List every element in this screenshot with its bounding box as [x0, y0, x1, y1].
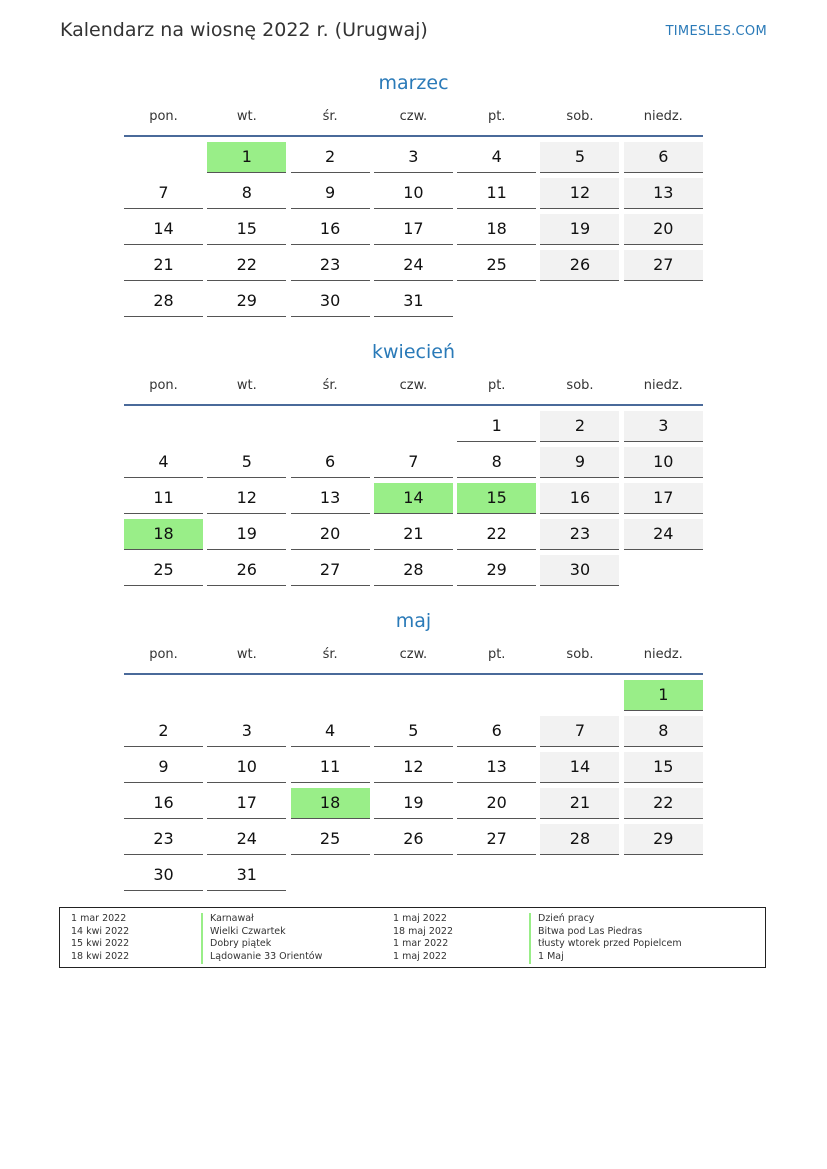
day-cell [124, 788, 203, 824]
day-number: 15 [207, 214, 286, 245]
weekday-label: śr. [322, 109, 338, 124]
day-cell [374, 824, 453, 860]
month-calendar [124, 339, 703, 591]
day-cell [374, 250, 453, 286]
day-cell [207, 519, 286, 555]
day-cell [457, 555, 536, 591]
day-cell [207, 178, 286, 214]
weekday-label: wt. [236, 647, 257, 662]
day-cell [124, 178, 203, 214]
day-number: 18 [457, 214, 536, 245]
weekday-label: czw. [399, 109, 428, 124]
day-cell [291, 824, 370, 860]
day-cell [207, 483, 286, 519]
day-number: 16 [540, 483, 619, 514]
day-number: 18 [291, 788, 370, 819]
holiday-date: 1 mar 2022 [393, 938, 449, 950]
day-cell [374, 519, 453, 555]
holiday-day-cell [624, 680, 703, 716]
day-cell [291, 716, 370, 752]
day-number: 8 [624, 716, 703, 747]
month-name: kwiecień [372, 341, 455, 363]
day-number: 10 [207, 752, 286, 783]
weekday-label: niedz. [643, 109, 683, 124]
day-number: 25 [291, 824, 370, 855]
day-cell [207, 286, 286, 322]
day-number: 4 [457, 142, 536, 173]
day-cell [124, 286, 203, 322]
weekday-label: śr. [322, 378, 338, 393]
day-number: 16 [124, 788, 203, 819]
day-cell [374, 555, 453, 591]
day-number: 26 [540, 250, 619, 281]
day-number: 3 [207, 716, 286, 747]
day-cell [624, 447, 703, 483]
day-cell [540, 788, 619, 824]
day-cell [540, 142, 619, 178]
empty-cell [457, 680, 536, 716]
day-number: 12 [540, 178, 619, 209]
day-cell [540, 716, 619, 752]
holiday-day-cell [207, 142, 286, 178]
day-number: 7 [124, 178, 203, 209]
day-number: 20 [291, 519, 370, 550]
day-number: 29 [624, 824, 703, 855]
day-number: 25 [457, 250, 536, 281]
day-number: 23 [124, 824, 203, 855]
empty-cell [124, 411, 203, 447]
day-cell [207, 824, 286, 860]
day-number: 6 [624, 142, 703, 173]
month-calendar [124, 70, 703, 322]
empty-cell [291, 411, 370, 447]
day-grid [124, 680, 703, 896]
day-number: 2 [540, 411, 619, 442]
day-cell [624, 411, 703, 447]
empty-cell [374, 680, 453, 716]
day-cell [207, 752, 286, 788]
day-cell [624, 142, 703, 178]
legend-row [60, 926, 765, 939]
day-cell [291, 483, 370, 519]
day-number: 17 [374, 214, 453, 245]
day-number: 10 [374, 178, 453, 209]
day-cell [291, 250, 370, 286]
header-divider [124, 673, 703, 675]
empty-cell [124, 680, 203, 716]
day-number: 24 [207, 824, 286, 855]
header-divider [124, 404, 703, 406]
day-cell [207, 250, 286, 286]
weekday-label: wt. [236, 378, 257, 393]
day-number: 29 [207, 286, 286, 317]
day-cell [457, 824, 536, 860]
weekday-label: pon. [149, 109, 178, 124]
day-number: 6 [291, 447, 370, 478]
day-cell [457, 752, 536, 788]
day-number: 28 [124, 286, 203, 317]
weekday-header [124, 108, 703, 126]
day-cell [624, 752, 703, 788]
holiday-date: 1 maj 2022 [393, 913, 447, 924]
day-cell [540, 411, 619, 447]
day-cell [624, 716, 703, 752]
day-cell [457, 178, 536, 214]
holiday-day-cell [374, 483, 453, 519]
day-cell [457, 214, 536, 250]
weekday-label: pt. [487, 109, 506, 124]
day-cell [374, 788, 453, 824]
month-name: maj [395, 610, 432, 632]
weekday-label: czw. [399, 378, 428, 393]
day-number: 5 [374, 716, 453, 747]
day-cell [207, 214, 286, 250]
day-cell [124, 716, 203, 752]
day-number: 23 [540, 519, 619, 550]
day-number: 15 [457, 483, 536, 514]
day-number: 22 [207, 250, 286, 281]
day-cell [624, 483, 703, 519]
day-number: 17 [207, 788, 286, 819]
day-cell [207, 447, 286, 483]
empty-cell [207, 411, 286, 447]
day-number: 1 [624, 680, 703, 711]
day-cell [291, 286, 370, 322]
weekday-label: pon. [149, 378, 178, 393]
day-cell [540, 214, 619, 250]
holiday-name: tłusty wtorek przed Popielcem [529, 938, 682, 951]
day-cell [624, 519, 703, 555]
day-number: 3 [374, 142, 453, 173]
day-cell [124, 214, 203, 250]
day-cell [124, 752, 203, 788]
day-number: 30 [124, 860, 203, 891]
day-cell [291, 178, 370, 214]
day-number: 28 [540, 824, 619, 855]
day-cell [374, 752, 453, 788]
day-number: 5 [540, 142, 619, 173]
month-calendar [124, 608, 703, 896]
day-number: 25 [124, 555, 203, 586]
holiday-date: 1 mar 2022 [71, 913, 127, 924]
day-cell [291, 214, 370, 250]
day-cell [540, 447, 619, 483]
day-number: 19 [374, 788, 453, 819]
day-number: 9 [124, 752, 203, 783]
day-cell [207, 860, 286, 896]
day-number: 5 [207, 447, 286, 478]
day-number: 6 [457, 716, 536, 747]
weekday-label: pt. [487, 378, 506, 393]
day-cell [291, 555, 370, 591]
empty-cell [374, 411, 453, 447]
day-cell [540, 824, 619, 860]
day-number: 22 [457, 519, 536, 550]
day-number: 3 [624, 411, 703, 442]
weekday-label: czw. [399, 647, 428, 662]
day-cell [374, 716, 453, 752]
day-number: 20 [457, 788, 536, 819]
day-cell [374, 142, 453, 178]
holiday-name: Dzień pracy [529, 913, 594, 926]
day-cell [540, 519, 619, 555]
day-number: 29 [457, 555, 536, 586]
day-number: 30 [291, 286, 370, 317]
day-number: 18 [124, 519, 203, 550]
day-number: 22 [624, 788, 703, 819]
empty-cell [207, 680, 286, 716]
day-cell [124, 447, 203, 483]
day-cell [124, 250, 203, 286]
day-number: 28 [374, 555, 453, 586]
day-cell [207, 555, 286, 591]
holiday-day-cell [457, 483, 536, 519]
day-number: 2 [291, 142, 370, 173]
weekday-label: śr. [322, 647, 338, 662]
day-cell [291, 519, 370, 555]
day-number: 27 [291, 555, 370, 586]
day-cell [124, 860, 203, 896]
day-number: 27 [624, 250, 703, 281]
day-cell [457, 788, 536, 824]
day-cell [374, 214, 453, 250]
holiday-name: Wielki Czwartek [201, 926, 286, 939]
day-cell [540, 483, 619, 519]
day-grid [124, 142, 703, 322]
day-cell [457, 142, 536, 178]
empty-cell [540, 680, 619, 716]
day-number: 11 [291, 752, 370, 783]
holiday-day-cell [124, 519, 203, 555]
day-number: 21 [374, 519, 453, 550]
legend-row [60, 913, 765, 926]
day-cell [124, 483, 203, 519]
day-cell [457, 519, 536, 555]
day-cell [374, 286, 453, 322]
day-number: 14 [124, 214, 203, 245]
day-number: 14 [540, 752, 619, 783]
day-number: 1 [457, 411, 536, 442]
day-number: 13 [624, 178, 703, 209]
holiday-date: 15 kwi 2022 [71, 938, 130, 950]
day-cell [291, 142, 370, 178]
empty-cell [291, 680, 370, 716]
day-number: 12 [374, 752, 453, 783]
holiday-date: 1 maj 2022 [393, 951, 447, 963]
day-cell [457, 411, 536, 447]
weekday-label: pt. [487, 647, 506, 662]
weekday-label: pon. [149, 647, 178, 662]
day-number: 12 [207, 483, 286, 514]
day-number: 8 [207, 178, 286, 209]
day-number: 9 [540, 447, 619, 478]
day-cell [374, 178, 453, 214]
day-cell [624, 178, 703, 214]
holiday-legend [59, 907, 766, 968]
legend-row [60, 951, 765, 964]
day-cell [207, 788, 286, 824]
day-number: 24 [374, 250, 453, 281]
day-number: 24 [624, 519, 703, 550]
day-cell [624, 788, 703, 824]
day-number: 1 [207, 142, 286, 173]
empty-cell [124, 142, 203, 178]
day-cell [291, 447, 370, 483]
day-number: 13 [457, 752, 536, 783]
day-number: 8 [457, 447, 536, 478]
day-number: 4 [291, 716, 370, 747]
holiday-date: 14 kwi 2022 [71, 925, 130, 937]
day-cell [540, 752, 619, 788]
day-number: 27 [457, 824, 536, 855]
day-cell [124, 824, 203, 860]
day-number: 21 [124, 250, 203, 281]
weekday-header [124, 646, 703, 664]
day-grid [124, 411, 703, 591]
holiday-name: Lądowanie 33 Orientów [201, 951, 322, 964]
holiday-date: 18 kwi 2022 [71, 951, 130, 963]
day-number: 10 [624, 447, 703, 478]
day-number: 15 [624, 752, 703, 783]
day-number: 11 [124, 483, 203, 514]
day-cell [207, 716, 286, 752]
day-number: 21 [540, 788, 619, 819]
holiday-date: 18 maj 2022 [393, 925, 454, 937]
day-cell [457, 716, 536, 752]
site-link[interactable]: TIMESLES.COM [665, 24, 767, 39]
day-cell [291, 752, 370, 788]
day-number: 31 [374, 286, 453, 317]
day-number: 13 [291, 483, 370, 514]
day-cell [457, 250, 536, 286]
holiday-name: Dobry piątek [201, 938, 271, 951]
day-number: 17 [624, 483, 703, 514]
day-number: 14 [374, 483, 453, 514]
header-divider [124, 135, 703, 137]
day-number: 7 [374, 447, 453, 478]
holiday-day-cell [291, 788, 370, 824]
weekday-label: niedz. [643, 378, 683, 393]
day-cell [540, 178, 619, 214]
holiday-name: 1 Maj [529, 951, 564, 964]
day-cell [624, 250, 703, 286]
day-cell [624, 214, 703, 250]
day-number: 19 [207, 519, 286, 550]
legend-row [60, 938, 765, 951]
day-number: 11 [457, 178, 536, 209]
day-number: 26 [374, 824, 453, 855]
weekday-label: sob. [566, 378, 594, 393]
day-cell [124, 555, 203, 591]
day-number: 16 [291, 214, 370, 245]
day-cell [624, 824, 703, 860]
page-title: Kalendarz na wiosnę 2022 r. (Urugwaj) [60, 19, 428, 41]
day-number: 23 [291, 250, 370, 281]
day-number: 20 [624, 214, 703, 245]
day-number: 19 [540, 214, 619, 245]
holiday-name: Bitwa pod Las Piedras [529, 926, 642, 939]
month-name: marzec [378, 72, 449, 94]
holiday-name: Karnawał [201, 913, 254, 926]
day-cell [374, 447, 453, 483]
day-cell [457, 447, 536, 483]
day-number: 7 [540, 716, 619, 747]
weekday-label: wt. [236, 109, 257, 124]
day-number: 4 [124, 447, 203, 478]
weekday-label: sob. [566, 109, 594, 124]
day-number: 31 [207, 860, 286, 891]
day-number: 26 [207, 555, 286, 586]
day-cell [540, 555, 619, 591]
day-number: 2 [124, 716, 203, 747]
day-cell [540, 250, 619, 286]
weekday-label: niedz. [643, 647, 683, 662]
day-number: 30 [540, 555, 619, 586]
weekday-header [124, 377, 703, 395]
weekday-label: sob. [566, 647, 594, 662]
day-number: 9 [291, 178, 370, 209]
